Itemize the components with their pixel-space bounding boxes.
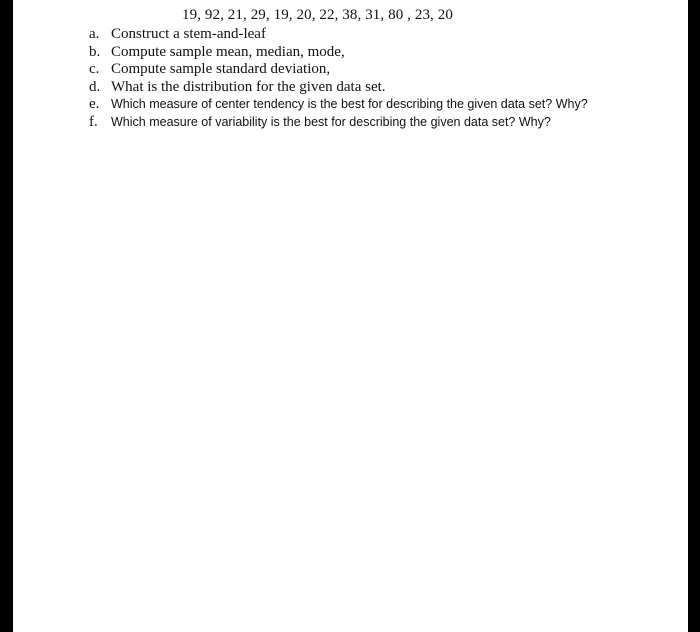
question-a <box>89 26 689 44</box>
question-marker: b. <box>89 43 101 60</box>
question-text: Compute sample mean, median, mode, <box>111 43 345 60</box>
question-b <box>89 44 689 62</box>
question-text: Which measure of variability is the best for describing the given data set? Why? <box>111 114 551 129</box>
question-e <box>89 96 689 114</box>
question-marker: a. <box>89 26 100 42</box>
question-marker: c. <box>89 61 100 77</box>
question-list <box>89 26 689 131</box>
question-marker: f. <box>89 113 98 130</box>
document-page <box>13 0 688 632</box>
question-c <box>89 61 689 79</box>
question-marker: d. <box>89 78 101 95</box>
question-text: Compute sample standard deviation, <box>111 61 331 77</box>
question-text: Which measure of center tendency is the best for describing the given data set? Why? <box>111 97 588 111</box>
question-text: What is the distribution for the given data set. <box>111 78 386 95</box>
question-marker: e. <box>89 96 100 112</box>
question-d <box>89 79 689 97</box>
question-f <box>89 114 689 132</box>
data-values: 19, 92, 21, 29, 19, 20, 22, 38, 31, 80 , 23, 20 <box>182 7 453 23</box>
question-text: Construct a stem-and-leaf <box>111 26 266 42</box>
